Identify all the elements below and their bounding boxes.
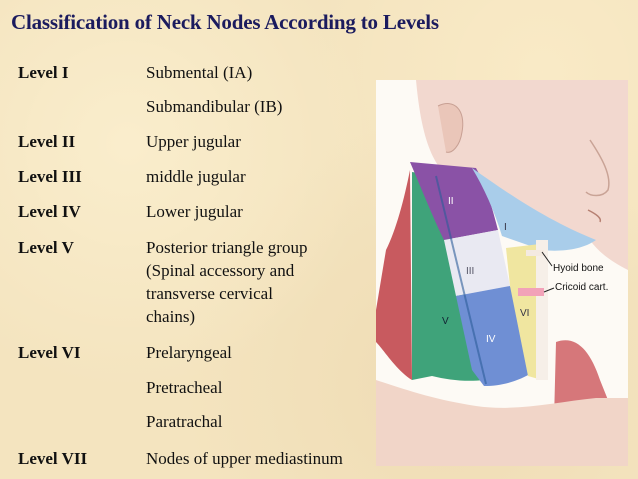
level-v-item-transverse-cervical: transverse cervical (146, 284, 273, 303)
trachea-shape (536, 240, 548, 380)
region-label-iii: III (466, 266, 475, 277)
hyoid-bone (526, 250, 544, 256)
level-label-vii: Level VII (18, 449, 88, 468)
level-iii-region (444, 230, 510, 296)
region-label-vi: VI (520, 308, 530, 319)
level-label-i: Level I (18, 63, 69, 82)
region-label-iv: IV (486, 334, 496, 345)
level-v-item-spinal-accessory: (Spinal accessory and (146, 261, 295, 280)
level-iv-item-lower-jugular: Lower jugular (146, 202, 243, 221)
page-title: Classification of Neck Nodes According to Levels (11, 10, 439, 34)
level-vi-item-pretracheal: Pretracheal (146, 378, 223, 397)
level-label-iv: Level IV (18, 202, 81, 221)
level-i-item-submandibular: Submandibular (IB) (146, 97, 283, 116)
neck-levels-figure (376, 80, 628, 466)
cricoid-cartilage-label: Cricoid cart. (555, 282, 609, 293)
level-vi-item-prelaryngeal: Prelaryngeal (146, 343, 232, 362)
level-iii-item-middle-jugular: middle jugular (146, 167, 246, 186)
neck-diagram (376, 80, 628, 466)
level-v-item-posterior-triangle: Posterior triangle group (146, 238, 308, 257)
level-label-vi: Level VI (18, 343, 81, 362)
level-i-item-submental: Submental (IA) (146, 63, 253, 82)
region-label-i: I (504, 222, 507, 233)
level-v-item-chains: chains) (146, 307, 196, 326)
level-label-ii: Level II (18, 132, 76, 151)
level-vi-item-paratrachal: Paratrachal (146, 412, 223, 431)
level-ii-item-upper-jugular: Upper jugular (146, 132, 241, 151)
level-vii-item-upper-mediastinum: Nodes of upper mediastinum (146, 449, 343, 468)
level-label-v: Level V (18, 238, 74, 257)
level-label-iii: Level III (18, 167, 82, 186)
trapezius-muscle (376, 170, 412, 380)
region-label-v: V (442, 316, 449, 327)
hyoid-bone-label: Hyoid bone (553, 263, 604, 274)
cricoid-cartilage (518, 288, 544, 296)
region-label-ii: II (448, 196, 454, 207)
